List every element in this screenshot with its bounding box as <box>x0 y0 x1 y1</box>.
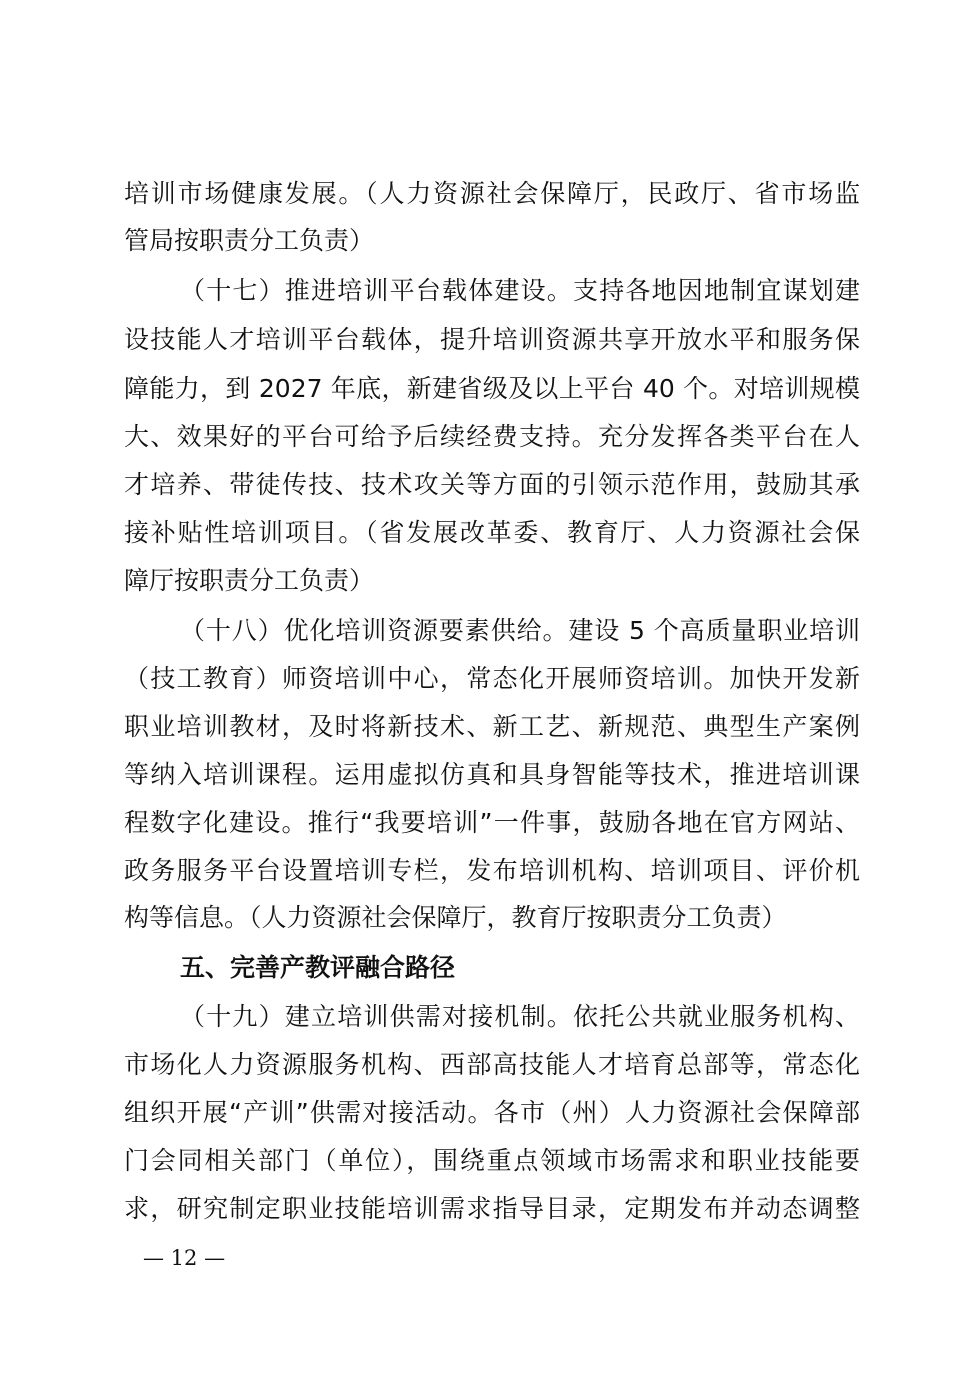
text-line: 门会同相关部门（单位），围绕重点领域市场需求和职业技能要 <box>124 1146 860 1175</box>
text-line: 程数字化建设。推行“我要培训”一件事，鼓励各地在官方网站、 <box>124 808 860 837</box>
text-line: 障厅按职责分工负责） <box>124 566 375 595</box>
section-heading: 五、完善产教评融合路径 <box>180 953 456 982</box>
text-line: 培训市场健康发展。（人力资源社会保障厅，民政厅、省市场监 <box>124 179 860 208</box>
paragraph-17-start: （十七）推进培训平台载体建设。支持各地因地制宜谋划建 <box>180 276 860 305</box>
text-line: （技工教育）师资培训中心，常态化开展师资培训。加快开发新 <box>124 664 860 693</box>
text-line: 才培养、带徒传技、技术攻关等方面的引领示范作用，鼓励其承 <box>124 470 860 499</box>
page-number: — 12 — <box>143 1246 226 1270</box>
text-line: 等纳入培训课程。运用虚拟仿真和具身智能等技术，推进培训课 <box>124 760 860 789</box>
text-line: 求，研究制定职业技能培训需求指导目录，定期发布并动态调整 <box>124 1194 860 1223</box>
text-line: 障能力，到 2027 年底，新建省级及以上平台 40 个。对培训规模 <box>124 374 860 403</box>
text-line: 设技能人才培训平台载体，提升培训资源共享开放水平和服务保 <box>124 325 860 354</box>
text-line: 构等信息。（人力资源社会保障厅，教育厅按职责分工负责） <box>124 903 787 932</box>
paragraph-18-start: （十八）优化培训资源要素供给。建设 5 个高质量职业培训 <box>180 616 860 645</box>
text-line: 管局按职责分工负责） <box>124 226 375 255</box>
paragraph-19-start: （十九）建立培训供需对接机制。依托公共就业服务机构、 <box>180 1002 860 1031</box>
text-line: 接补贴性培训项目。（省发展改革委、教育厅、人力资源社会保 <box>124 518 860 547</box>
text-line: 政务服务平台设置培训专栏，发布培训机构、培训项目、评价机 <box>124 856 860 885</box>
text-line: 职业培训教材，及时将新技术、新工艺、新规范、典型生产案例 <box>124 712 860 741</box>
text-line: 大、效果好的平台可给予后续经费支持。充分发挥各类平台在人 <box>124 422 860 451</box>
text-line: 组织开展“产训”供需对接活动。各市（州）人力资源社会保障部 <box>124 1098 860 1127</box>
text-line: 市场化人力资源服务机构、西部高技能人才培育总部等，常态化 <box>124 1050 860 1079</box>
